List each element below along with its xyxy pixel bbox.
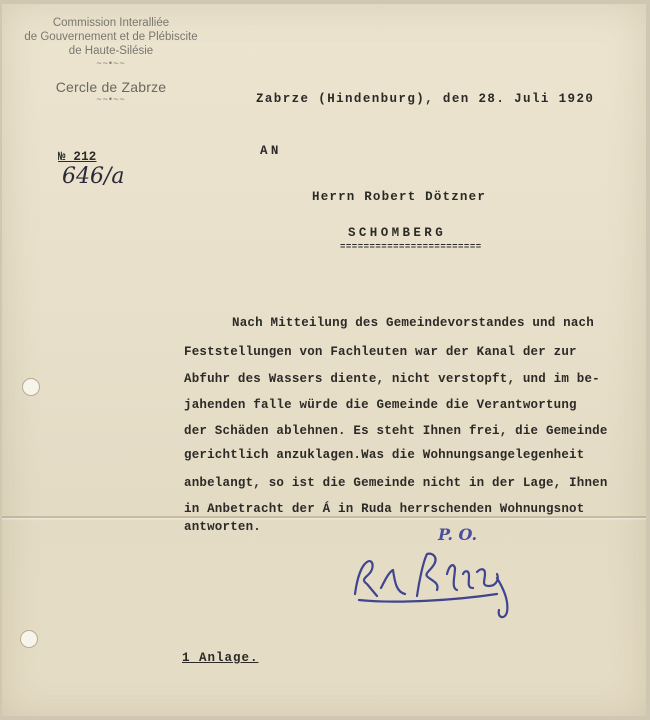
punch-hole-lower xyxy=(20,630,38,648)
body-line-8: in Anbetracht der Á in Ruda herrschenden Wohnungsnot xyxy=(184,502,585,516)
body-line-6: gerichtlich anzuklagen.Was die Wohnungsangelegenheit xyxy=(184,448,585,462)
letter-sheet xyxy=(2,4,646,716)
stamp-cercle: Cercle de Zabrze xyxy=(55,79,167,95)
per-order-note: P. O. xyxy=(438,525,478,544)
stamp-line-2: de Gouvernement et de Plébiscite xyxy=(24,31,198,43)
stamp-ornament-top: ~~•~~ xyxy=(96,58,126,68)
body-line-2: Feststellungen von Fachleuten war der Kanal der zur xyxy=(184,345,577,359)
commission-stamp xyxy=(20,16,202,106)
body-line-5: der Schäden ablehnen. Es steht Ihnen frei, die Gemeinde xyxy=(184,424,608,438)
signature-drawing xyxy=(347,544,527,624)
reference-handwritten: 646/a xyxy=(62,164,125,189)
paper-fold-line xyxy=(2,516,646,518)
punch-hole-upper xyxy=(22,378,40,396)
body-line-3: Abfuhr des Wassers diente, nicht verstopft, und im be- xyxy=(184,372,600,386)
stamp-line-1: Commission Interalliée xyxy=(52,17,170,29)
body-line-1: Nach Mitteilung des Gemeindevorstandes und nach xyxy=(232,316,594,330)
enclosure-note: 1 Anlage. xyxy=(182,651,259,665)
salutation: AN xyxy=(260,144,282,158)
recipient-place: SCHOMBERG xyxy=(348,226,447,240)
stamp-ornament-bottom: ~~•~~ xyxy=(96,94,126,104)
handwritten-signature xyxy=(347,544,527,624)
stamp-line-3: de Haute-Silésie xyxy=(68,45,154,57)
body-line-9: antworten. xyxy=(184,520,262,534)
dateline: Zabrze (Hindenburg), den 28. Juli 1920 xyxy=(256,92,595,106)
recipient-underline: ======================== xyxy=(340,242,482,252)
body-line-4: jahenden falle würde die Gemeinde die Verantwortung xyxy=(184,398,577,412)
body-line-7: anbelangt, so ist die Gemeinde nicht in der Lage, Ihnen xyxy=(184,476,608,490)
recipient-name: Herrn Robert Dötzner xyxy=(312,190,487,204)
reference-number: № 212 xyxy=(58,150,97,164)
